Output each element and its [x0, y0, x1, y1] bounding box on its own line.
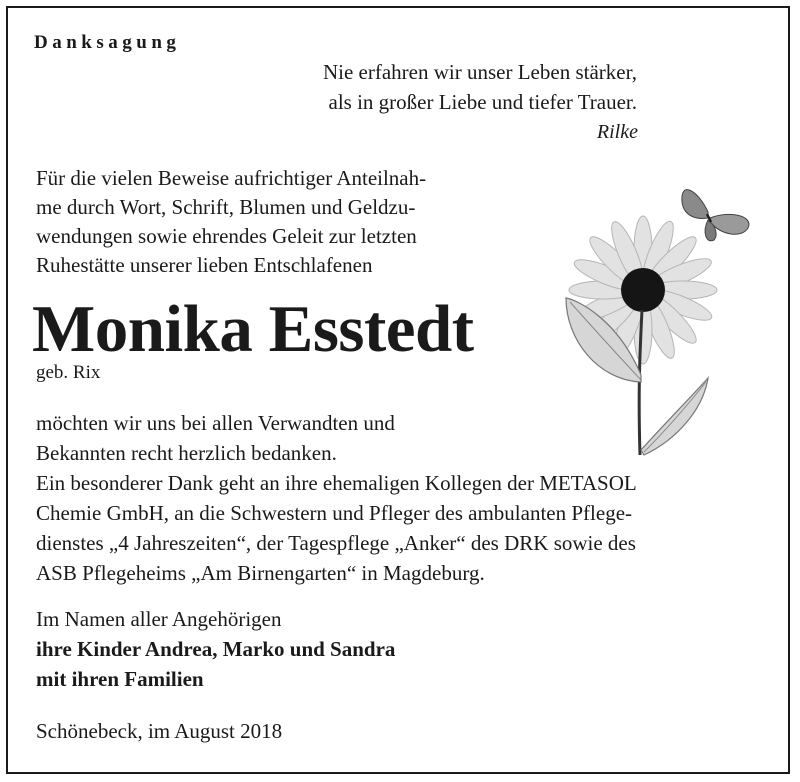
place-date: Schönebeck, im August 2018: [36, 719, 283, 743]
thanks-line-4: Chemie GmbH, an die Schwestern und Pfleger des ambulanten Pflege-: [36, 501, 633, 525]
thanks-line-3: Ein besonderer Dank geht an ihre ehemaligen Kollegen der METASOL: [36, 471, 637, 495]
signature-line-2: ihre Kinder Andrea, Marko und Sandra: [36, 637, 396, 661]
signature-line-3: mit ihren Familien: [36, 667, 204, 691]
quote-author: Rilke: [596, 121, 638, 143]
quote-line-2: als in großer Liebe und tiefer Trauer.: [328, 90, 637, 114]
birth-name: geb. Rix: [36, 362, 101, 383]
quote-line-1: Nie erfahren wir unser Leben stärker,: [322, 60, 637, 84]
intro-line-1: Für die vielen Beweise aufrichtiger Anteilnah-: [36, 166, 427, 190]
notice-heading: Danksagung: [34, 32, 181, 53]
intro-line-4: Ruhestätte unserer lieben Entschlafenen: [36, 253, 373, 277]
thanks-line-5: dienstes „4 Jahreszeiten“, der Tagespflege „Anker“ des DRK sowie des: [36, 531, 636, 555]
thanks-line-6: ASB Pflegeheims „Am Birnengarten“ in Magdeburg.: [36, 561, 485, 585]
signature-line-1: Im Namen aller Angehörigen: [36, 607, 282, 631]
thanks-line-1: möchten wir uns bei allen Verwandten und: [36, 411, 395, 435]
deceased-name: Monika Esstedt: [32, 292, 474, 366]
thanks-line-2: Bekannten recht herzlich bedanken.: [36, 441, 337, 465]
intro-line-2: me durch Wort, Schrift, Blumen und Geldzu-: [36, 195, 416, 219]
butterfly-icon: [682, 190, 749, 241]
sunflower-icon: [558, 170, 768, 460]
intro-line-3: wendungen sowie ehrendes Geleit zur letzten: [36, 224, 417, 248]
